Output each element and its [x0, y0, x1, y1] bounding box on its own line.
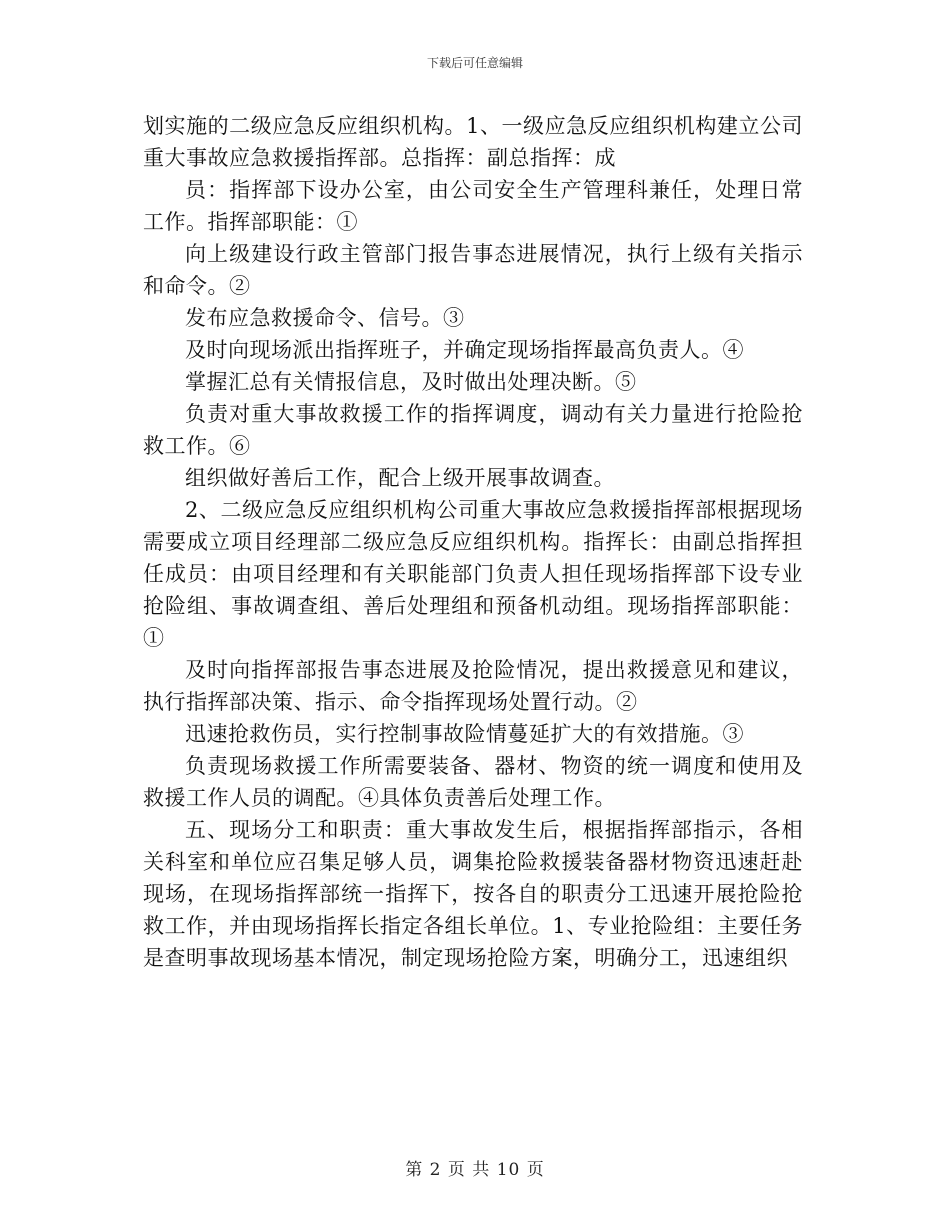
page-header: 下载后可任意编辑: [426, 56, 523, 70]
paragraph-1: 划实施的二级应急反应组织机构。1、一级应急反应组织机构建立公司重大事故应急救援指挥部。总指挥：副总指挥：成: [143, 114, 803, 170]
paragraph-8: 组织做好善后工作，配合上级开展事故调查。: [185, 466, 615, 490]
paragraph-11: 迅速抢救伤员，实行控制事故险情蔓延扩大的有效措施。③: [185, 722, 744, 746]
paragraph-4: 发布应急救援命令、信号。③: [185, 306, 465, 330]
paragraph-7: 负责对重大事故救援工作的指挥调度，调动有关力量进行抢险抢救工作。⑥: [143, 402, 803, 458]
document-body: [143, 110, 803, 974]
paragraph-12: 负责现场救援工作所需要装备、器材、物资的统一调度和使用及救援工作人员的调配。④具体负责善后处理工作。: [143, 754, 803, 810]
paragraph-3: 向上级建设行政主管部门报告事态进展情况，执行上级有关指示和命令。②: [143, 242, 803, 298]
paragraph-6: 掌握汇总有关情报信息，及时做出处理决断。⑤: [185, 370, 637, 394]
paragraph-9: 2、二级应急反应组织机构公司重大事故应急救援指挥部根据现场需要成立项目经理部二级应急反应组织机构。指挥长：由副总指挥担任成员：由项目经理和有关职能部门负责人担任现场指挥部下设专业抢险组、事故调查组、善后处理组和预备机动组。现场指挥部职能：①: [143, 498, 803, 650]
paragraph-13: 五、现场分工和职责：重大事故发生后，根据指挥部指示，各相关科室和单位应召集足够人员，调集抢险救援装备器材物资迅速赶赴现场，在现场指挥部统一指挥下，按各自的职责分工迅速开展抢险抢救工作，并由现场指挥长指定各组长单位。1、专业抢险组：主要任务是查明事故现场基本情况，制定现场抢险方案，明确分工，迅速组织: [143, 818, 803, 970]
paragraph-2: 员：指挥部下设办公室，由公司安全生产管理科兼任，处理日常工作。指挥部职能：①: [143, 178, 803, 234]
paragraph-5: 及时向现场派出指挥班子，并确定现场指挥最高负责人。④: [185, 338, 744, 362]
page-number-footer: 第 2 页 共 10 页: [405, 1160, 545, 1180]
paragraph-10: 及时向指挥部报告事态进展及抢险情况，提出救援意见和建议，执行指挥部决策、指示、命令指挥现场处置行动。②: [143, 658, 803, 714]
